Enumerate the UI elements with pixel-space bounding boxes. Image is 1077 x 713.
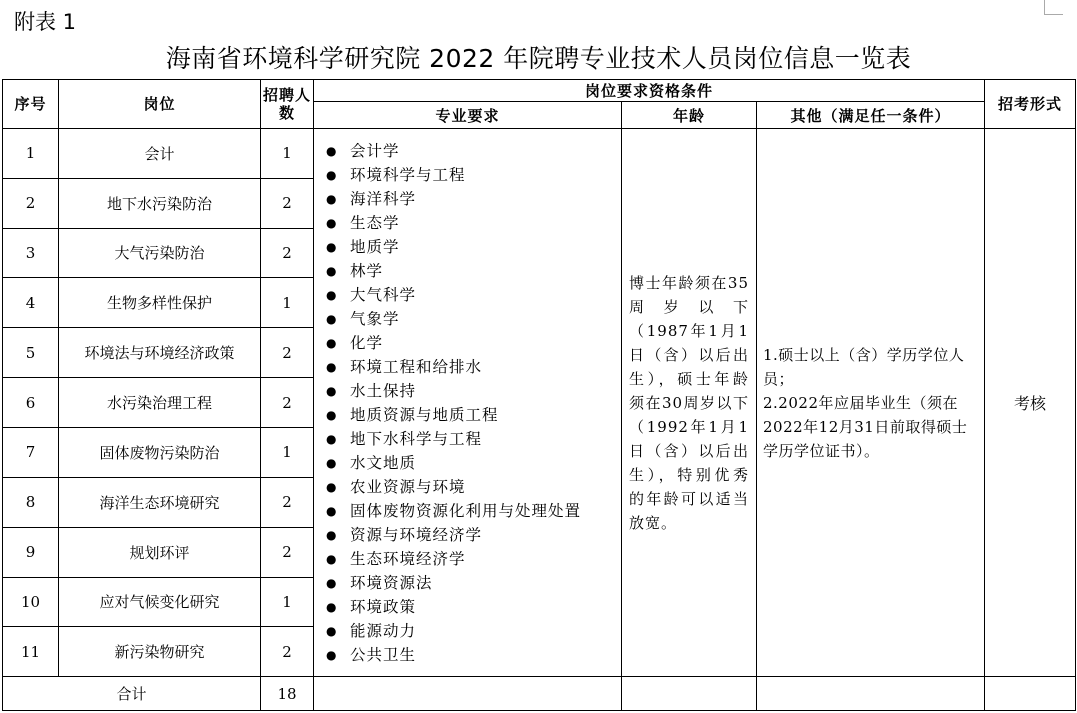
row-position: 环境法与环境经济政策 bbox=[59, 328, 261, 378]
header-count: 招聘人数 bbox=[261, 80, 314, 129]
row-count: 1 bbox=[261, 577, 314, 627]
row-position: 固体废物污染防治 bbox=[59, 427, 261, 477]
other-requirement-1: 1.硕士以上（含）学历学位人员； bbox=[763, 345, 965, 388]
row-position: 应对气候变化研究 bbox=[59, 577, 261, 627]
row-seq: 7 bbox=[3, 427, 59, 477]
row-seq: 2 bbox=[3, 178, 59, 228]
total-empty-cell bbox=[622, 677, 757, 711]
annex-label: 附表 1 bbox=[14, 10, 77, 34]
row-count: 1 bbox=[261, 128, 314, 178]
header-row-top bbox=[3, 80, 1076, 102]
row-seq: 8 bbox=[3, 477, 59, 527]
row-seq: 1 bbox=[3, 128, 59, 178]
major-item: ● 地质资源与地质工程 bbox=[326, 403, 621, 427]
row-position: 地下水污染防治 bbox=[59, 178, 261, 228]
major-item: ● 林学 bbox=[326, 259, 621, 283]
major-item: ● 地质学 bbox=[326, 235, 621, 259]
row-count: 2 bbox=[261, 477, 314, 527]
row-count: 2 bbox=[261, 178, 314, 228]
header-age: 年龄 bbox=[622, 102, 757, 128]
major-item: ● 化学 bbox=[326, 331, 621, 355]
major-item: ● 海洋科学 bbox=[326, 187, 621, 211]
major-item: ● 环境政策 bbox=[326, 595, 621, 619]
row-position: 会计 bbox=[59, 128, 261, 178]
total-empty-cell bbox=[757, 677, 985, 711]
row-seq: 3 bbox=[3, 228, 59, 278]
row-position: 生物多样性保护 bbox=[59, 278, 261, 328]
other-requirement-text bbox=[757, 343, 984, 463]
major-item: ● 资源与环境经济学 bbox=[326, 523, 621, 547]
exam-form-cell: 考核 bbox=[985, 128, 1076, 676]
row-seq: 10 bbox=[3, 577, 59, 627]
total-label: 合计 bbox=[3, 677, 261, 711]
document-title: 海南省环境科学研究院 2022 年院聘专业技术人员岗位信息一览表 bbox=[165, 44, 912, 73]
row-count: 2 bbox=[261, 627, 314, 677]
major-item: ● 会计学 bbox=[326, 139, 621, 163]
age-requirement-text: 博士年龄须在35周岁以下（1987年1月1日（含）以后出生），硕士年龄须在30周岁以下（1992年1月1日（含）以后出生），特别优秀的年龄可以适当放宽。 bbox=[629, 273, 749, 532]
header-requirements-group: 岗位要求资格条件 bbox=[314, 80, 985, 102]
major-item: ● 农业资源与环境 bbox=[326, 475, 621, 499]
major-item: ● 生态学 bbox=[326, 211, 621, 235]
major-item: ● 大气科学 bbox=[326, 283, 621, 307]
total-count: 18 bbox=[261, 677, 314, 711]
table-row bbox=[3, 128, 1076, 178]
header-exam-form: 招考形式 bbox=[985, 80, 1076, 129]
row-position: 水污染治理工程 bbox=[59, 378, 261, 428]
row-count: 1 bbox=[261, 278, 314, 328]
position-table bbox=[2, 79, 1076, 711]
major-item: ● 气象学 bbox=[326, 307, 621, 331]
other-requirement-cell bbox=[757, 128, 985, 676]
major-item: ● 生态环境经济学 bbox=[326, 547, 621, 571]
row-position: 新污染物研究 bbox=[59, 627, 261, 677]
row-seq: 5 bbox=[3, 328, 59, 378]
major-item: ● 环境资源法 bbox=[326, 571, 621, 595]
row-count: 2 bbox=[261, 328, 314, 378]
row-position: 海洋生态环境研究 bbox=[59, 477, 261, 527]
major-item: ● 环境工程和给排水 bbox=[326, 355, 621, 379]
total-empty-cell bbox=[985, 677, 1076, 711]
header-seq: 序号 bbox=[3, 80, 59, 129]
header-major: 专业要求 bbox=[314, 102, 622, 128]
row-position: 大气污染防治 bbox=[59, 228, 261, 278]
major-requirements-cell bbox=[314, 128, 622, 676]
major-item: ● 环境科学与工程 bbox=[326, 163, 621, 187]
page-corner-mark bbox=[1044, 0, 1063, 15]
row-seq: 4 bbox=[3, 278, 59, 328]
age-requirement-cell bbox=[622, 128, 757, 676]
row-seq: 11 bbox=[3, 627, 59, 677]
row-seq: 9 bbox=[3, 527, 59, 577]
major-item: ● 固体废物资源化利用与处理处置 bbox=[326, 499, 621, 523]
major-list bbox=[326, 139, 621, 667]
total-empty-cell bbox=[314, 677, 622, 711]
header-other: 其他（满足任一条件） bbox=[757, 102, 985, 128]
row-count: 2 bbox=[261, 527, 314, 577]
row-count: 2 bbox=[261, 228, 314, 278]
row-seq: 6 bbox=[3, 378, 59, 428]
other-requirement-2: 2.2022年应届毕业生（须在2022年12月31日前取得硕士学历学位证书）。 bbox=[763, 393, 968, 460]
major-item: ● 公共卫生 bbox=[326, 643, 621, 667]
major-item: ● 水文地质 bbox=[326, 451, 621, 475]
row-count: 1 bbox=[261, 427, 314, 477]
total-row bbox=[3, 677, 1076, 711]
row-position: 规划环评 bbox=[59, 527, 261, 577]
header-position: 岗位 bbox=[59, 80, 261, 129]
major-item: ● 地下水科学与工程 bbox=[326, 427, 621, 451]
row-count: 2 bbox=[261, 378, 314, 428]
major-item: ● 能源动力 bbox=[326, 619, 621, 643]
major-item: ● 水土保持 bbox=[326, 379, 621, 403]
